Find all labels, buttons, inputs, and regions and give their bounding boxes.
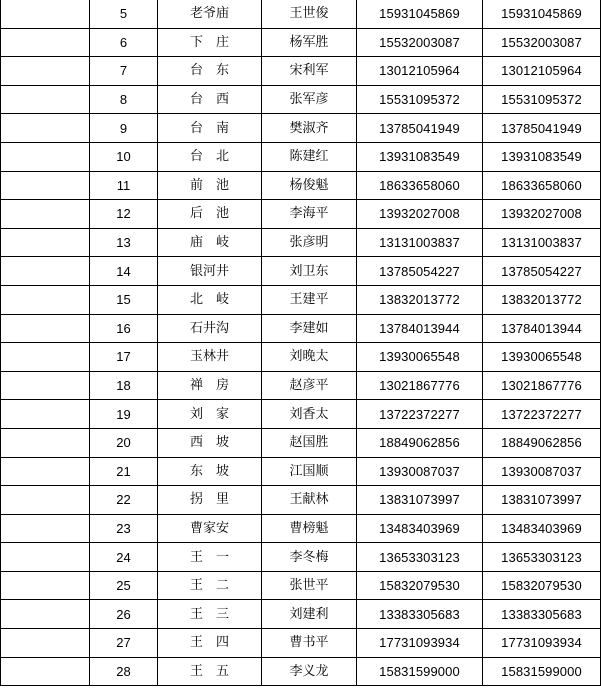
row-number-cell: 10 bbox=[90, 142, 158, 171]
phone-cell: 13785041949 bbox=[357, 114, 483, 143]
person-name-cell: 曹书平 bbox=[262, 629, 357, 658]
row-number-cell: 19 bbox=[90, 400, 158, 429]
mobile-cell: 13131003837 bbox=[483, 228, 601, 257]
mobile-cell: 13021867776 bbox=[483, 371, 601, 400]
row-number-cell: 13 bbox=[90, 228, 158, 257]
table-row bbox=[1, 171, 601, 200]
phone-cell: 13832013772 bbox=[357, 285, 483, 314]
person-name-cell: 刘卫东 bbox=[262, 257, 357, 286]
person-name-cell: 李义龙 bbox=[262, 657, 357, 686]
blank-margin-cell bbox=[1, 457, 90, 486]
village-cell: 刘 家 bbox=[158, 400, 262, 429]
blank-margin-cell bbox=[1, 0, 90, 28]
row-number-cell: 18 bbox=[90, 371, 158, 400]
row-number-cell: 21 bbox=[90, 457, 158, 486]
village-cell: 后 池 bbox=[158, 200, 262, 229]
person-name-cell: 李海平 bbox=[262, 200, 357, 229]
blank-margin-cell bbox=[1, 85, 90, 114]
table-row bbox=[1, 57, 601, 86]
table-row bbox=[1, 543, 601, 572]
table-row bbox=[1, 400, 601, 429]
person-name-cell: 曹榜魁 bbox=[262, 514, 357, 543]
blank-margin-cell bbox=[1, 171, 90, 200]
phone-cell: 18849062856 bbox=[357, 428, 483, 457]
table-row bbox=[1, 85, 601, 114]
village-cell: 台 西 bbox=[158, 85, 262, 114]
blank-margin-cell bbox=[1, 142, 90, 171]
mobile-cell: 13832013772 bbox=[483, 285, 601, 314]
village-cell: 王 一 bbox=[158, 543, 262, 572]
row-number-cell: 20 bbox=[90, 428, 158, 457]
row-number-cell: 16 bbox=[90, 314, 158, 343]
village-cell: 庙 岐 bbox=[158, 228, 262, 257]
person-name-cell: 刘晚太 bbox=[262, 343, 357, 372]
blank-margin-cell bbox=[1, 629, 90, 658]
phone-cell: 18633658060 bbox=[357, 171, 483, 200]
phone-cell: 13930065548 bbox=[357, 343, 483, 372]
table-row bbox=[1, 428, 601, 457]
table-row bbox=[1, 629, 601, 658]
village-cell: 西 坡 bbox=[158, 428, 262, 457]
table-row bbox=[1, 314, 601, 343]
phone-cell: 13131003837 bbox=[357, 228, 483, 257]
table-row bbox=[1, 657, 601, 686]
village-cell: 老爷庙 bbox=[158, 0, 262, 28]
person-name-cell: 刘建利 bbox=[262, 600, 357, 629]
mobile-cell: 13930087037 bbox=[483, 457, 601, 486]
mobile-cell: 13383305683 bbox=[483, 600, 601, 629]
phone-cell: 13483403969 bbox=[357, 514, 483, 543]
blank-margin-cell bbox=[1, 428, 90, 457]
table-row bbox=[1, 28, 601, 57]
blank-margin-cell bbox=[1, 657, 90, 686]
village-cell: 台 东 bbox=[158, 57, 262, 86]
person-name-cell: 张彦明 bbox=[262, 228, 357, 257]
blank-margin-cell bbox=[1, 400, 90, 429]
mobile-cell: 13722372277 bbox=[483, 400, 601, 429]
person-name-cell: 刘香太 bbox=[262, 400, 357, 429]
row-number-cell: 5 bbox=[90, 0, 158, 28]
person-name-cell: 王建平 bbox=[262, 285, 357, 314]
row-number-cell: 11 bbox=[90, 171, 158, 200]
table-row bbox=[1, 285, 601, 314]
village-cell: 东 坡 bbox=[158, 457, 262, 486]
mobile-cell: 15931045869 bbox=[483, 0, 601, 28]
row-number-cell: 8 bbox=[90, 85, 158, 114]
row-number-cell: 22 bbox=[90, 486, 158, 515]
village-cell: 下 庄 bbox=[158, 28, 262, 57]
phone-cell: 13722372277 bbox=[357, 400, 483, 429]
village-cell: 台 北 bbox=[158, 142, 262, 171]
village-cell: 玉林井 bbox=[158, 343, 262, 372]
village-cell: 北 岐 bbox=[158, 285, 262, 314]
phone-cell: 13012105964 bbox=[357, 57, 483, 86]
mobile-cell: 13012105964 bbox=[483, 57, 601, 86]
person-name-cell: 杨俊魁 bbox=[262, 171, 357, 200]
person-name-cell: 赵彦平 bbox=[262, 371, 357, 400]
village-cell: 银河井 bbox=[158, 257, 262, 286]
village-cell: 石井沟 bbox=[158, 314, 262, 343]
blank-margin-cell bbox=[1, 600, 90, 629]
row-number-cell: 15 bbox=[90, 285, 158, 314]
row-number-cell: 6 bbox=[90, 28, 158, 57]
mobile-cell: 13784013944 bbox=[483, 314, 601, 343]
village-cell: 曹家安 bbox=[158, 514, 262, 543]
person-name-cell: 李冬梅 bbox=[262, 543, 357, 572]
person-name-cell: 王献林 bbox=[262, 486, 357, 515]
village-cell: 王 四 bbox=[158, 629, 262, 658]
phone-cell: 15931045869 bbox=[357, 0, 483, 28]
table-row bbox=[1, 142, 601, 171]
table-row bbox=[1, 228, 601, 257]
table-row bbox=[1, 343, 601, 372]
village-cell: 台 南 bbox=[158, 114, 262, 143]
phone-cell: 15832079530 bbox=[357, 571, 483, 600]
person-name-cell: 江国顺 bbox=[262, 457, 357, 486]
village-cell: 王 二 bbox=[158, 571, 262, 600]
mobile-cell: 15532003087 bbox=[483, 28, 601, 57]
person-name-cell: 张军彦 bbox=[262, 85, 357, 114]
phone-cell: 13930087037 bbox=[357, 457, 483, 486]
table-row bbox=[1, 514, 601, 543]
mobile-cell: 13931083549 bbox=[483, 142, 601, 171]
person-name-cell: 樊淑齐 bbox=[262, 114, 357, 143]
phone-cell: 13785054227 bbox=[357, 257, 483, 286]
row-number-cell: 9 bbox=[90, 114, 158, 143]
blank-margin-cell bbox=[1, 257, 90, 286]
blank-margin-cell bbox=[1, 314, 90, 343]
table-row bbox=[1, 571, 601, 600]
mobile-cell: 18849062856 bbox=[483, 428, 601, 457]
mobile-cell: 15831599000 bbox=[483, 657, 601, 686]
mobile-cell: 13483403969 bbox=[483, 514, 601, 543]
table-row bbox=[1, 371, 601, 400]
blank-margin-cell bbox=[1, 543, 90, 572]
table-row bbox=[1, 457, 601, 486]
mobile-cell: 18633658060 bbox=[483, 171, 601, 200]
row-number-cell: 24 bbox=[90, 543, 158, 572]
blank-margin-cell bbox=[1, 486, 90, 515]
village-cell: 前 池 bbox=[158, 171, 262, 200]
blank-margin-cell bbox=[1, 514, 90, 543]
row-number-cell: 28 bbox=[90, 657, 158, 686]
mobile-cell: 13785041949 bbox=[483, 114, 601, 143]
table-row bbox=[1, 114, 601, 143]
person-name-cell: 陈建红 bbox=[262, 142, 357, 171]
village-cell: 禅 房 bbox=[158, 371, 262, 400]
person-name-cell: 宋利军 bbox=[262, 57, 357, 86]
mobile-cell: 13785054227 bbox=[483, 257, 601, 286]
person-name-cell: 王世俊 bbox=[262, 0, 357, 28]
phone-cell: 15531095372 bbox=[357, 85, 483, 114]
phone-cell: 15831599000 bbox=[357, 657, 483, 686]
blank-margin-cell bbox=[1, 57, 90, 86]
row-number-cell: 26 bbox=[90, 600, 158, 629]
phone-cell: 13784013944 bbox=[357, 314, 483, 343]
phone-cell: 15532003087 bbox=[357, 28, 483, 57]
row-number-cell: 17 bbox=[90, 343, 158, 372]
mobile-cell: 13932027008 bbox=[483, 200, 601, 229]
row-number-cell: 14 bbox=[90, 257, 158, 286]
phone-cell: 13383305683 bbox=[357, 600, 483, 629]
mobile-cell: 17731093934 bbox=[483, 629, 601, 658]
phone-cell: 13831073997 bbox=[357, 486, 483, 515]
table-row bbox=[1, 257, 601, 286]
row-number-cell: 7 bbox=[90, 57, 158, 86]
row-number-cell: 23 bbox=[90, 514, 158, 543]
person-name-cell: 赵国胜 bbox=[262, 428, 357, 457]
phone-cell: 13932027008 bbox=[357, 200, 483, 229]
phone-cell: 13931083549 bbox=[357, 142, 483, 171]
blank-margin-cell bbox=[1, 571, 90, 600]
contact-table-body bbox=[1, 0, 601, 686]
blank-margin-cell bbox=[1, 114, 90, 143]
table-row bbox=[1, 600, 601, 629]
village-cell: 拐 里 bbox=[158, 486, 262, 515]
phone-cell: 17731093934 bbox=[357, 629, 483, 658]
table-row bbox=[1, 200, 601, 229]
row-number-cell: 25 bbox=[90, 571, 158, 600]
blank-margin-cell bbox=[1, 200, 90, 229]
blank-margin-cell bbox=[1, 343, 90, 372]
mobile-cell: 13653303123 bbox=[483, 543, 601, 572]
mobile-cell: 15832079530 bbox=[483, 571, 601, 600]
person-name-cell: 张世平 bbox=[262, 571, 357, 600]
mobile-cell: 15531095372 bbox=[483, 85, 601, 114]
person-name-cell: 杨军胜 bbox=[262, 28, 357, 57]
mobile-cell: 13930065548 bbox=[483, 343, 601, 372]
row-number-cell: 12 bbox=[90, 200, 158, 229]
table-row bbox=[1, 0, 601, 28]
phone-cell: 13653303123 bbox=[357, 543, 483, 572]
blank-margin-cell bbox=[1, 371, 90, 400]
row-number-cell: 27 bbox=[90, 629, 158, 658]
person-name-cell: 李建如 bbox=[262, 314, 357, 343]
mobile-cell: 13831073997 bbox=[483, 486, 601, 515]
village-cell: 王 三 bbox=[158, 600, 262, 629]
phone-cell: 13021867776 bbox=[357, 371, 483, 400]
blank-margin-cell bbox=[1, 228, 90, 257]
village-cell: 王 五 bbox=[158, 657, 262, 686]
blank-margin-cell bbox=[1, 285, 90, 314]
blank-margin-cell bbox=[1, 28, 90, 57]
table-row bbox=[1, 486, 601, 515]
